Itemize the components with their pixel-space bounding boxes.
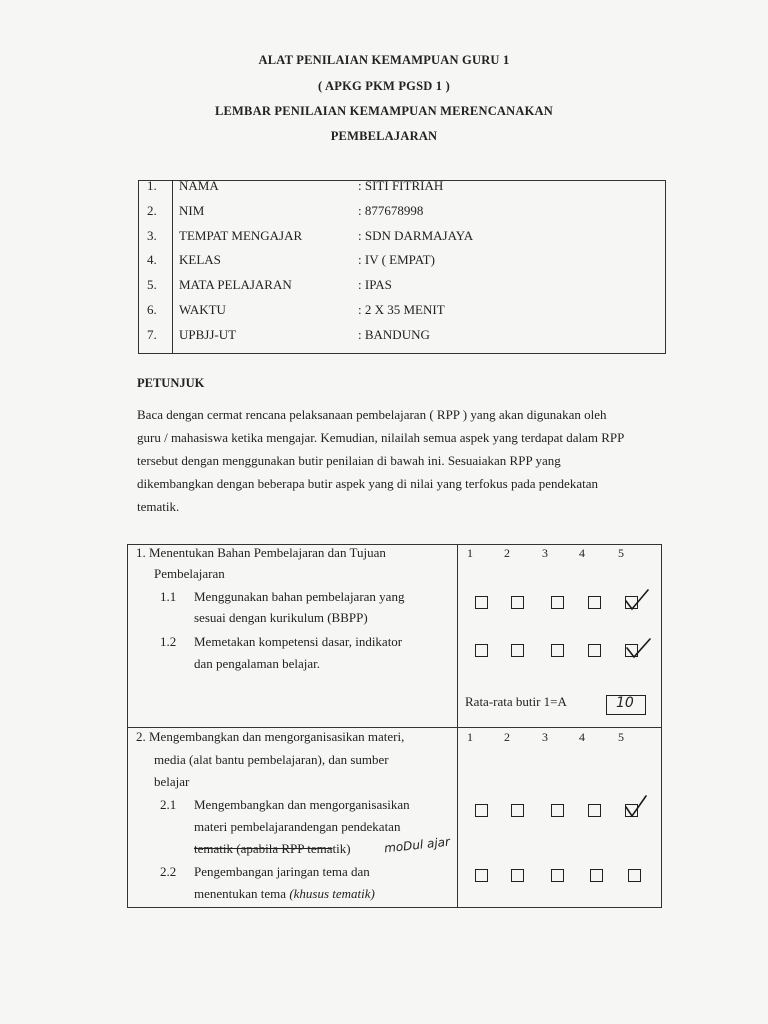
instructions-line: dikembangkan dengan beberapa butir aspek yang di nilai yang terfokus pada pendekatan (137, 476, 598, 491)
item-text-rest: tik) (332, 841, 351, 856)
identity-label: NIM (179, 203, 205, 218)
instructions-line: guru / mahasiswa ketika mengajar. Kemudian, nilailah semua aspek yang terdapat dalam RPP (137, 430, 625, 445)
score-checkbox[interactable] (628, 869, 641, 882)
scale-label: 4 (579, 546, 585, 560)
score-checkbox[interactable] (511, 869, 524, 882)
scale-label: 2 (504, 546, 510, 560)
score-checkbox[interactable] (551, 644, 564, 657)
scale-label: 3 (542, 546, 548, 560)
average-label: Rata-rata butir 1=A (465, 694, 567, 709)
identity-label: MATA PELAJARAN (179, 277, 292, 292)
item-text-italic: (khusus tematik) (289, 886, 375, 901)
identity-label: WAKTU (179, 302, 226, 317)
identity-value: : IV ( EMPAT) (358, 252, 435, 267)
form-title: ALAT PENILAIAN KEMAMPUAN GURU 1 (258, 53, 510, 67)
score-checkbox[interactable] (588, 644, 601, 657)
score-checkbox[interactable] (475, 644, 488, 657)
form-subtitle-2: PEMBELAJARAN (330, 129, 438, 143)
struck-text: tematik (apabila RPP tema (194, 841, 333, 856)
item-text: sesuai dengan kurikulum (BBPP) (194, 610, 368, 625)
identity-num: 6. (147, 302, 157, 317)
score-checkbox[interactable] (475, 869, 488, 882)
identity-value: : 2 X 35 MENIT (358, 302, 445, 317)
score-checkbox[interactable] (588, 804, 601, 817)
identity-value: : SITI FITRIAH (358, 178, 444, 193)
item-number: 1.1 (160, 589, 177, 604)
scale-label: 4 (579, 730, 585, 744)
identity-value: : BANDUNG (358, 327, 430, 342)
score-checkbox[interactable] (551, 804, 564, 817)
identity-row (139, 228, 665, 253)
instructions-line: tersebut dengan menggunakan butir penilaian di bawah ini. Sesuaiakan RPP yang (137, 453, 561, 468)
checkmark-icon (624, 587, 650, 613)
identity-row (139, 327, 665, 352)
identity-table (138, 180, 666, 354)
identity-label: NAMA (179, 178, 219, 193)
checkmark-icon (625, 635, 651, 661)
assessment-table (127, 544, 662, 908)
identity-num: 2. (147, 203, 157, 218)
instructions-heading: PETUNJUK (137, 376, 205, 390)
instructions-line: tematik. (137, 499, 180, 514)
item-text: Menggunakan bahan pembelajaran yang (194, 589, 405, 604)
identity-row (139, 302, 665, 327)
item-text: Mengembangkan dan mengorganisasikan (194, 797, 410, 812)
handwritten-note: moDul ajar (383, 834, 451, 856)
section1-title-cont: Pembelajaran (154, 566, 225, 581)
item-text (194, 886, 375, 902)
instructions-paragraph (137, 403, 702, 518)
identity-num: 4. (147, 252, 157, 267)
item-number: 2.2 (160, 864, 177, 879)
score-checkbox[interactable] (475, 804, 488, 817)
item-text: Memetakan kompetensi dasar, indikator (194, 634, 403, 649)
identity-row (139, 203, 665, 228)
scale-label: 5 (618, 546, 624, 560)
item-text-part: menentukan tema (194, 886, 287, 901)
scale-label: 5 (618, 730, 624, 744)
identity-num: 3. (147, 228, 157, 243)
scale-label: 1 (467, 546, 473, 560)
identity-value: : SDN DARMAJAYA (358, 228, 474, 243)
scale-label: 1 (467, 730, 473, 744)
form-subtitle: LEMBAR PENILAIAN KEMAMPUAN MERENCANAKAN (214, 104, 553, 118)
item-number: 1.2 (160, 634, 177, 649)
identity-num: 7. (147, 327, 157, 342)
checkmark-icon (623, 794, 649, 820)
average-score-value: 10 (616, 695, 634, 711)
identity-label: TEMPAT MENGAJAR (179, 228, 303, 243)
identity-label: KELAS (179, 252, 221, 267)
score-checkbox[interactable] (551, 869, 564, 882)
scale-label: 2 (504, 730, 510, 744)
item-text: dan pengalaman belajar. (194, 656, 320, 671)
instructions-line: Baca dengan cermat rencana pelaksanaan pembelajaran ( RPP ) yang akan digunakan oleh (137, 407, 607, 422)
section1-title: 1. Menentukan Bahan Pembelajaran dan Tujuan (136, 545, 386, 560)
identity-row (139, 277, 665, 302)
item-text (194, 841, 351, 857)
form-code: ( APKG PKM PGSD 1 ) (318, 79, 450, 93)
score-checkbox[interactable] (475, 596, 488, 609)
score-checkbox[interactable] (511, 804, 524, 817)
item-text: materi pembelajarandengan pendekatan (194, 819, 401, 834)
score-checkbox[interactable] (511, 644, 524, 657)
section2-title-cont: media (alat bantu pembelajaran), dan sumber (154, 752, 389, 767)
identity-num: 5. (147, 277, 157, 292)
score-checkbox[interactable] (590, 869, 603, 882)
section2-title: 2. Mengembangkan dan mengorganisasikan materi, (136, 729, 405, 744)
score-checkbox[interactable] (511, 596, 524, 609)
item-number: 2.1 (160, 797, 177, 812)
identity-value: : IPAS (358, 277, 392, 292)
score-checkbox[interactable] (588, 596, 601, 609)
item-text: Pengembangan jaringan tema dan (194, 864, 370, 879)
identity-value: : 877678998 (358, 203, 424, 218)
scale-label: 3 (542, 730, 548, 744)
identity-label: UPBJJ-UT (179, 327, 237, 342)
identity-row (139, 178, 665, 203)
identity-num: 1. (147, 178, 157, 193)
score-checkbox[interactable] (551, 596, 564, 609)
section2-title-cont: belajar (154, 774, 190, 789)
identity-row (139, 252, 665, 277)
